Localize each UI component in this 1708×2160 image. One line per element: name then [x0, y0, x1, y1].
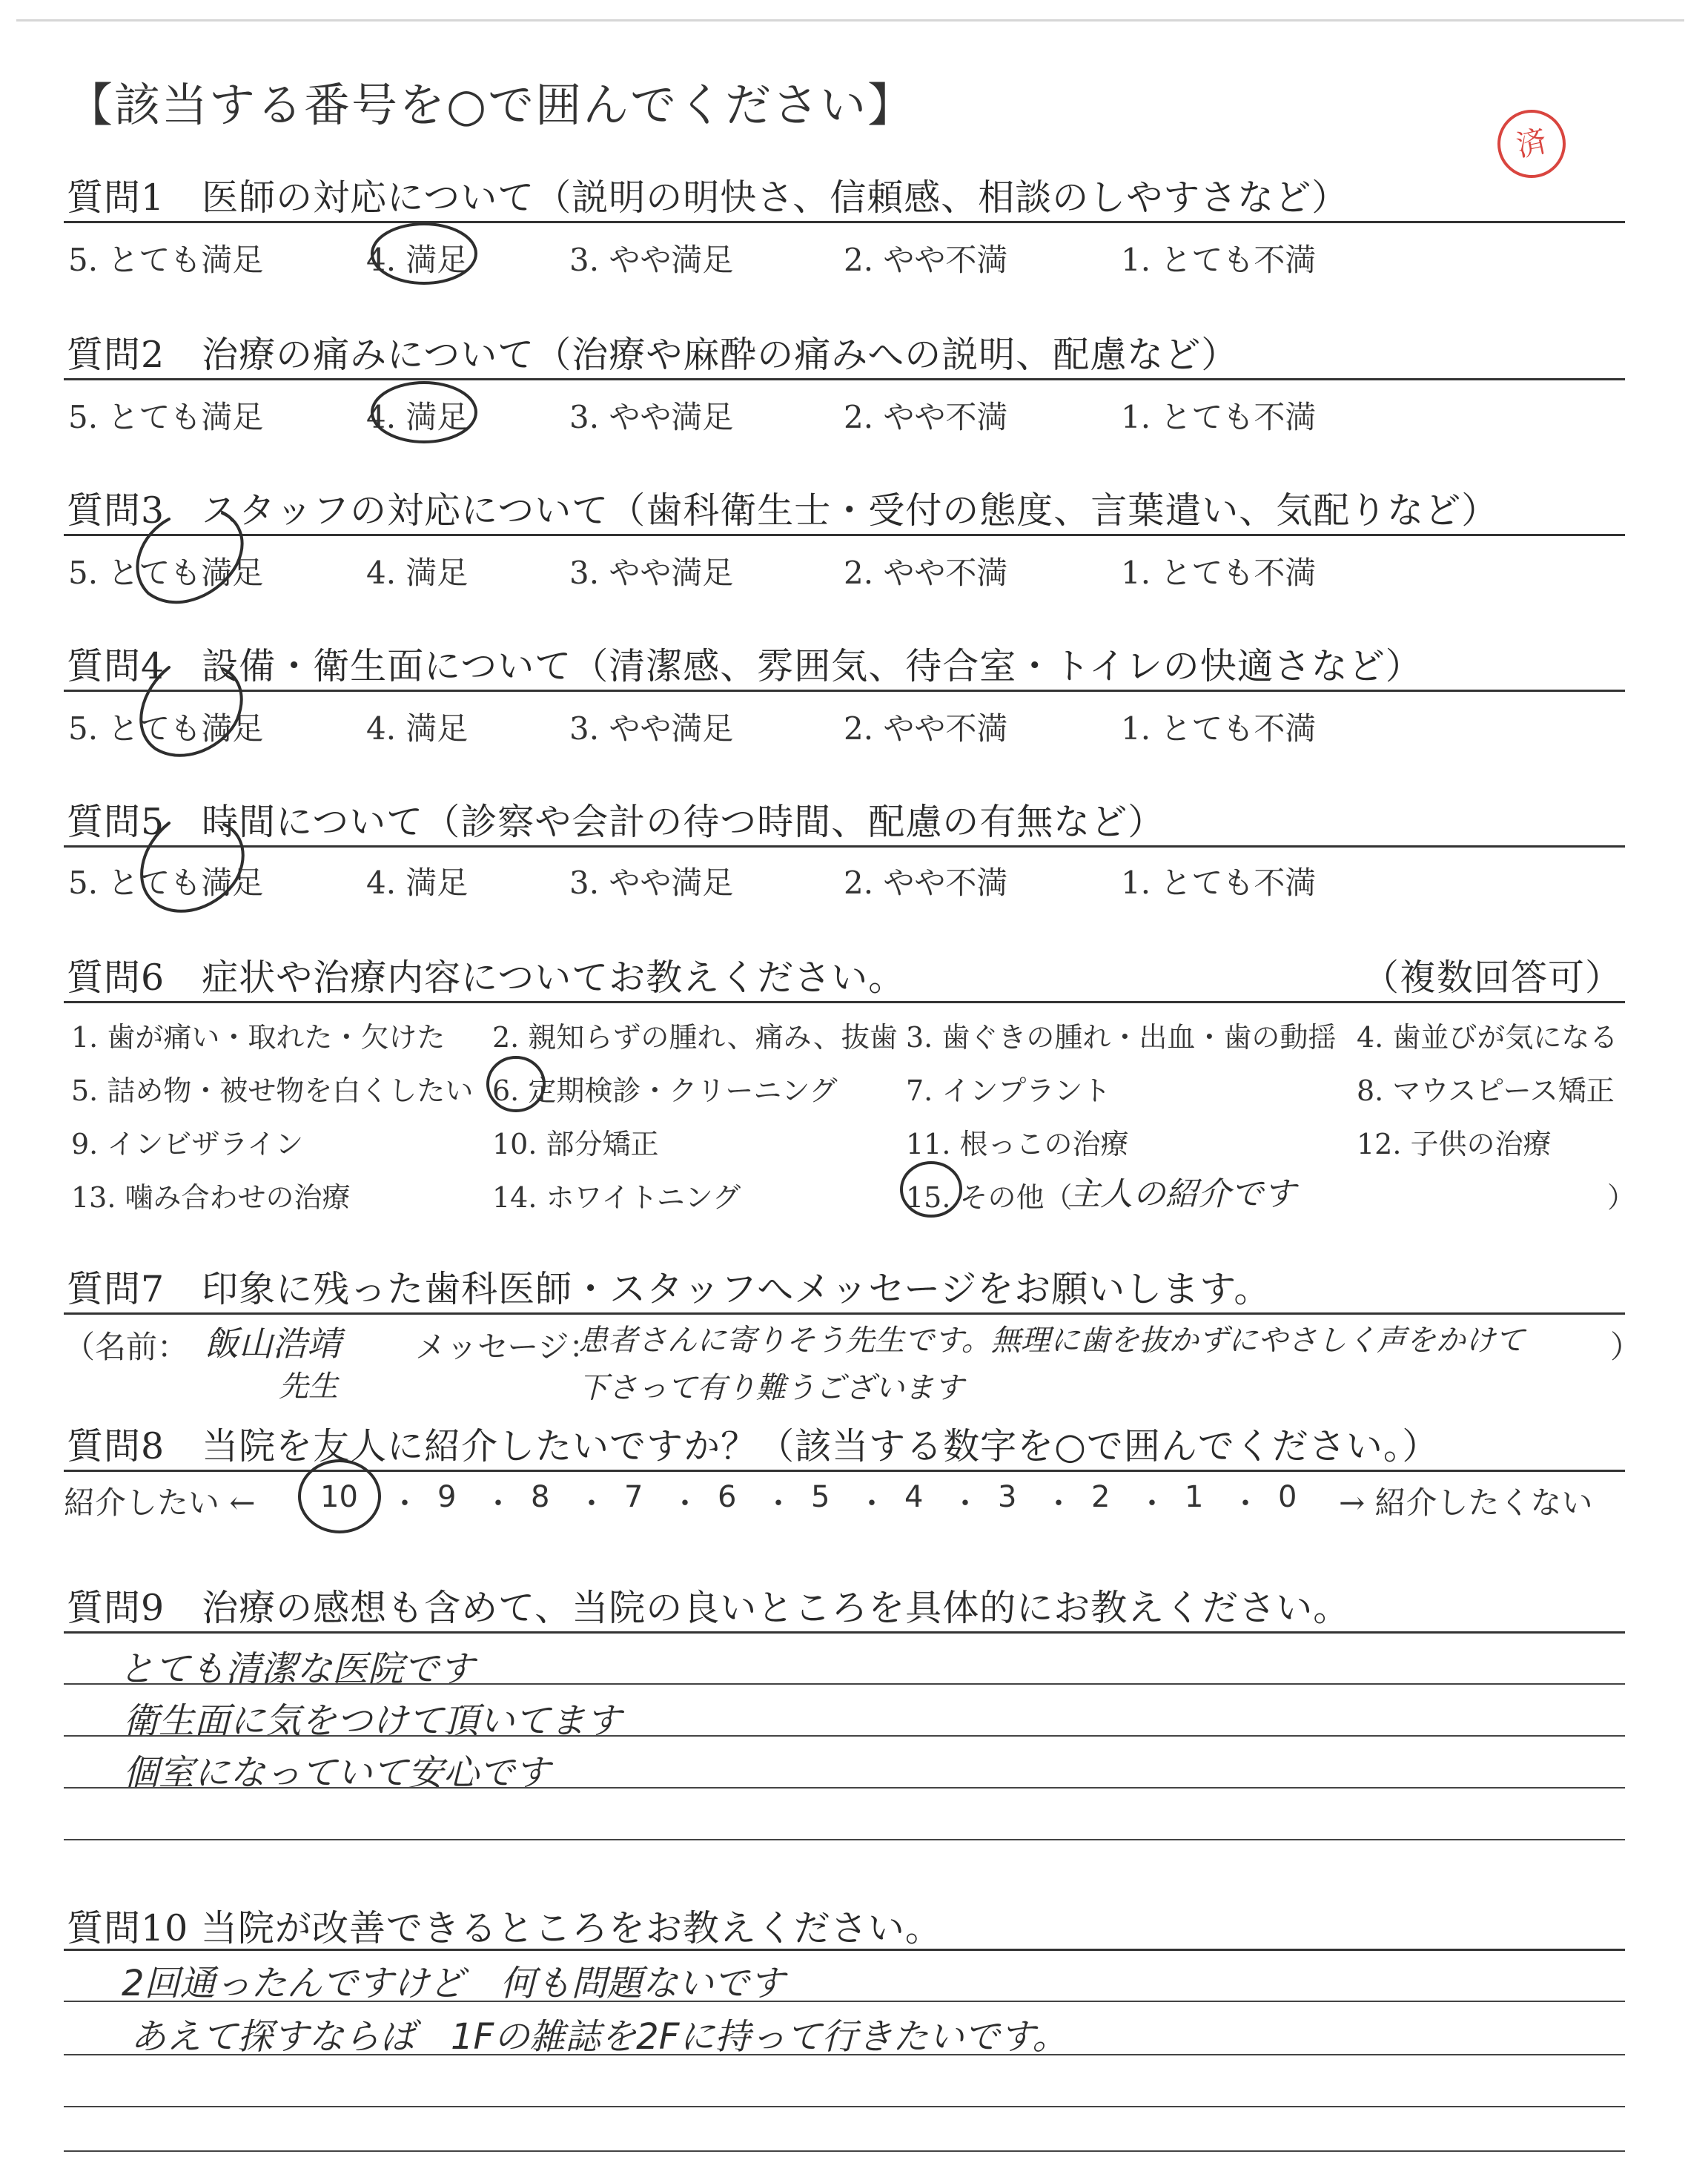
- q5-option-2[interactable]: 2. やや不満: [844, 865, 1008, 901]
- q1-option-3[interactable]: 3. やや満足: [569, 242, 734, 278]
- q8-score-0[interactable]: 0: [1278, 1480, 1297, 1514]
- q6-option-10[interactable]: 10. 部分矯正: [492, 1128, 659, 1160]
- q7-title: 質問7 印象に残った歯科医師・スタッフへメッセージをお願いします。: [67, 1268, 1271, 1310]
- q6-option-14[interactable]: 14. ホワイトニング: [492, 1181, 741, 1214]
- q7-rule: [64, 1312, 1625, 1315]
- q5-option-3[interactable]: 3. やや満足: [569, 865, 734, 901]
- q10-line-4: [64, 2150, 1625, 2152]
- q8-separator: ・: [950, 1487, 980, 1521]
- q6-multiple-note: （複数回答可）: [1363, 957, 1623, 999]
- q1-option-5[interactable]: 5. とても満足: [68, 242, 264, 278]
- q8-score-9[interactable]: 9: [437, 1480, 457, 1514]
- q8-separator: ・: [390, 1487, 420, 1521]
- q6-option-4[interactable]: 4. 歯並びが気になる: [1357, 1021, 1618, 1054]
- q2-option-4[interactable]: 4. 満足: [366, 399, 469, 435]
- q1-title: 質問1 医師の対応について（説明の明快さ、信頼感、相談のしやすさなど）: [67, 176, 1349, 219]
- q8-separator: ・: [764, 1487, 793, 1521]
- q8-separator: ・: [1137, 1487, 1167, 1521]
- q7-message-line-2[interactable]: 下さって有り難うございます: [578, 1371, 964, 1405]
- q9-answer-line-3[interactable]: 個室になっていて安心です: [123, 1752, 551, 1794]
- q8-score-8[interactable]: 8: [531, 1480, 550, 1514]
- q3-rule: [64, 534, 1625, 536]
- q9-line-4: [64, 1839, 1625, 1840]
- q2-option-2[interactable]: 2. やや不満: [844, 399, 1008, 435]
- q4-option-5[interactable]: 5. とても満足: [68, 710, 264, 747]
- q5-option-1[interactable]: 1. とても不満: [1121, 865, 1317, 901]
- q8-right-label: → 紹介したくない: [1339, 1484, 1593, 1521]
- q8-separator: ・: [1231, 1487, 1260, 1521]
- q8-separator: ・: [577, 1487, 606, 1521]
- q10-line-3: [64, 2106, 1625, 2107]
- q6-option-8[interactable]: 8. マウスピース矯正: [1357, 1074, 1615, 1107]
- q4-option-2[interactable]: 2. やや不満: [844, 710, 1008, 747]
- q1-option-4[interactable]: 4. 満足: [366, 242, 469, 278]
- q4-option-4[interactable]: 4. 満足: [366, 710, 469, 747]
- q6-option-13[interactable]: 13. 噛み合わせの治療: [71, 1181, 351, 1214]
- q4-title: 質問4 設備・衛生面について（清潔感、雰囲気、待合室・トイレの快適さなど）: [67, 645, 1423, 687]
- q4-rule: [64, 690, 1625, 692]
- q9-line-2: [64, 1735, 1625, 1737]
- q8-score-7[interactable]: 7: [624, 1480, 643, 1514]
- q6-option-11[interactable]: 11. 根っこの治療: [906, 1128, 1129, 1160]
- q10-rule: [64, 1949, 1625, 1951]
- q3-option-1[interactable]: 1. とても不満: [1121, 555, 1317, 591]
- q3-option-2[interactable]: 2. やや不満: [844, 555, 1008, 591]
- q1-option-1[interactable]: 1. とても不満: [1121, 242, 1317, 278]
- q6-rule: [64, 1001, 1625, 1003]
- q1-option-2[interactable]: 2. やや不満: [844, 242, 1008, 278]
- q6-other-handwritten: 主人の紹介です: [1068, 1175, 1296, 1213]
- q8-left-label: 紹介したい ←: [64, 1484, 256, 1521]
- q8-score-2[interactable]: 2: [1091, 1480, 1110, 1514]
- q8-separator: ・: [857, 1487, 887, 1521]
- q1-rule: [64, 221, 1625, 223]
- q7-name-suffix-handwritten: 先生: [279, 1370, 338, 1404]
- q5-option-4[interactable]: 4. 満足: [366, 865, 469, 901]
- q7-message-line-1[interactable]: 患者さんに寄りそう先生です。無理に歯を抜かずにやさしく声をかけて: [578, 1324, 1525, 1358]
- q8-separator: ・: [1044, 1487, 1073, 1521]
- q8-separator: ・: [483, 1487, 513, 1521]
- q6-option-12[interactable]: 12. 子供の治療: [1357, 1128, 1552, 1160]
- q10-line-1: [64, 2001, 1625, 2002]
- q6-title: 質問6 症状や治療内容についてお教えください。: [67, 957, 906, 999]
- q6-option-9[interactable]: 9. インビザライン: [71, 1128, 304, 1160]
- q10-answer-line-2[interactable]: あえて探すならば 1Fの雑誌を2Fに持って行きたいです。: [130, 2016, 1068, 2058]
- q8-rule: [64, 1470, 1625, 1472]
- q5-rule: [64, 845, 1625, 848]
- q3-option-5[interactable]: 5. とても満足: [68, 555, 264, 591]
- q9-answer-line-2[interactable]: 衛生面に気をつけて頂いてます: [123, 1700, 622, 1742]
- q7-close-paren: ）: [1610, 1329, 1642, 1365]
- q6-option-1[interactable]: 1. 歯が痛い・取れた・欠けた: [71, 1021, 446, 1054]
- q3-title: 質問3 スタッフの対応について（歯科衛生士・受付の態度、言葉遣い、気配りなど）: [67, 489, 1499, 532]
- q5-option-5[interactable]: 5. とても満足: [68, 865, 264, 901]
- q4-option-3[interactable]: 3. やや満足: [569, 710, 734, 747]
- q10-line-2: [64, 2054, 1625, 2055]
- q5-title: 質問5 時間について（診察や会計の待つ時間、配慮の有無など）: [67, 801, 1165, 843]
- q3-option-4[interactable]: 4. 満足: [366, 555, 469, 591]
- q6-option-6[interactable]: 6. 定期検診・クリーニング: [492, 1074, 838, 1107]
- q7-name-label: （名前：: [64, 1329, 189, 1365]
- q6-option-5[interactable]: 5. 詰め物・被せ物を白くしたい: [71, 1074, 474, 1107]
- q8-score-4[interactable]: 4: [904, 1480, 924, 1514]
- q6-option-3[interactable]: 3. 歯ぐきの腫れ・出血・歯の動揺: [906, 1021, 1337, 1054]
- q10-title: 質問10 当院が改善できるところをお教えください。: [67, 1907, 942, 1949]
- q8-separator: ・: [670, 1487, 700, 1521]
- q6-option-7[interactable]: 7. インプラント: [906, 1074, 1111, 1107]
- q8-score-1[interactable]: 1: [1185, 1480, 1204, 1514]
- q9-answer-line-1[interactable]: とても清潔な医院です: [119, 1648, 475, 1690]
- q8-score-6[interactable]: 6: [718, 1480, 737, 1514]
- q3-option-3[interactable]: 3. やや満足: [569, 555, 734, 591]
- q9-title: 質問9 治療の感想も含めて、当院の良いところを具体的にお教えください。: [67, 1587, 1351, 1629]
- q2-option-5[interactable]: 5. とても満足: [68, 399, 264, 435]
- reviewed-stamp: 済: [1491, 103, 1572, 184]
- q10-answer-line-1[interactable]: 2回通ったんですけど 何も問題ないです: [122, 1963, 785, 2004]
- q9-line-3: [64, 1787, 1625, 1789]
- q6-other-close-paren: ）: [1607, 1181, 1636, 1214]
- q8-score-10[interactable]: 10: [320, 1480, 358, 1514]
- q2-option-3[interactable]: 3. やや満足: [569, 399, 734, 435]
- instruction-heading: 【該当する番号を○で囲んでください】: [67, 78, 916, 132]
- q7-name-handwritten[interactable]: 飯山浩靖: [205, 1324, 341, 1364]
- q9-line-1: [64, 1683, 1625, 1685]
- q2-title: 質問2 治療の痛みについて（治療や麻酔の痛みへの説明、配慮など）: [67, 334, 1239, 376]
- q8-title: 質問8 当院を友人に紹介したいですか？（該当する数字を○で囲んでください。）: [67, 1425, 1440, 1467]
- top-border: [16, 19, 1684, 22]
- q7-message-label: メッセージ：: [415, 1329, 600, 1365]
- q4-option-1[interactable]: 1. とても不満: [1121, 710, 1317, 747]
- q8-score-3[interactable]: 3: [998, 1480, 1017, 1514]
- q9-rule: [64, 1631, 1625, 1634]
- q2-option-1[interactable]: 1. とても不満: [1121, 399, 1317, 435]
- q6-option-15[interactable]: 15. その他（: [906, 1181, 1073, 1214]
- q2-rule: [64, 378, 1625, 380]
- q8-score-5[interactable]: 5: [811, 1480, 830, 1514]
- q6-option-2[interactable]: 2. 親知らずの腫れ、痛み、抜歯: [492, 1021, 898, 1054]
